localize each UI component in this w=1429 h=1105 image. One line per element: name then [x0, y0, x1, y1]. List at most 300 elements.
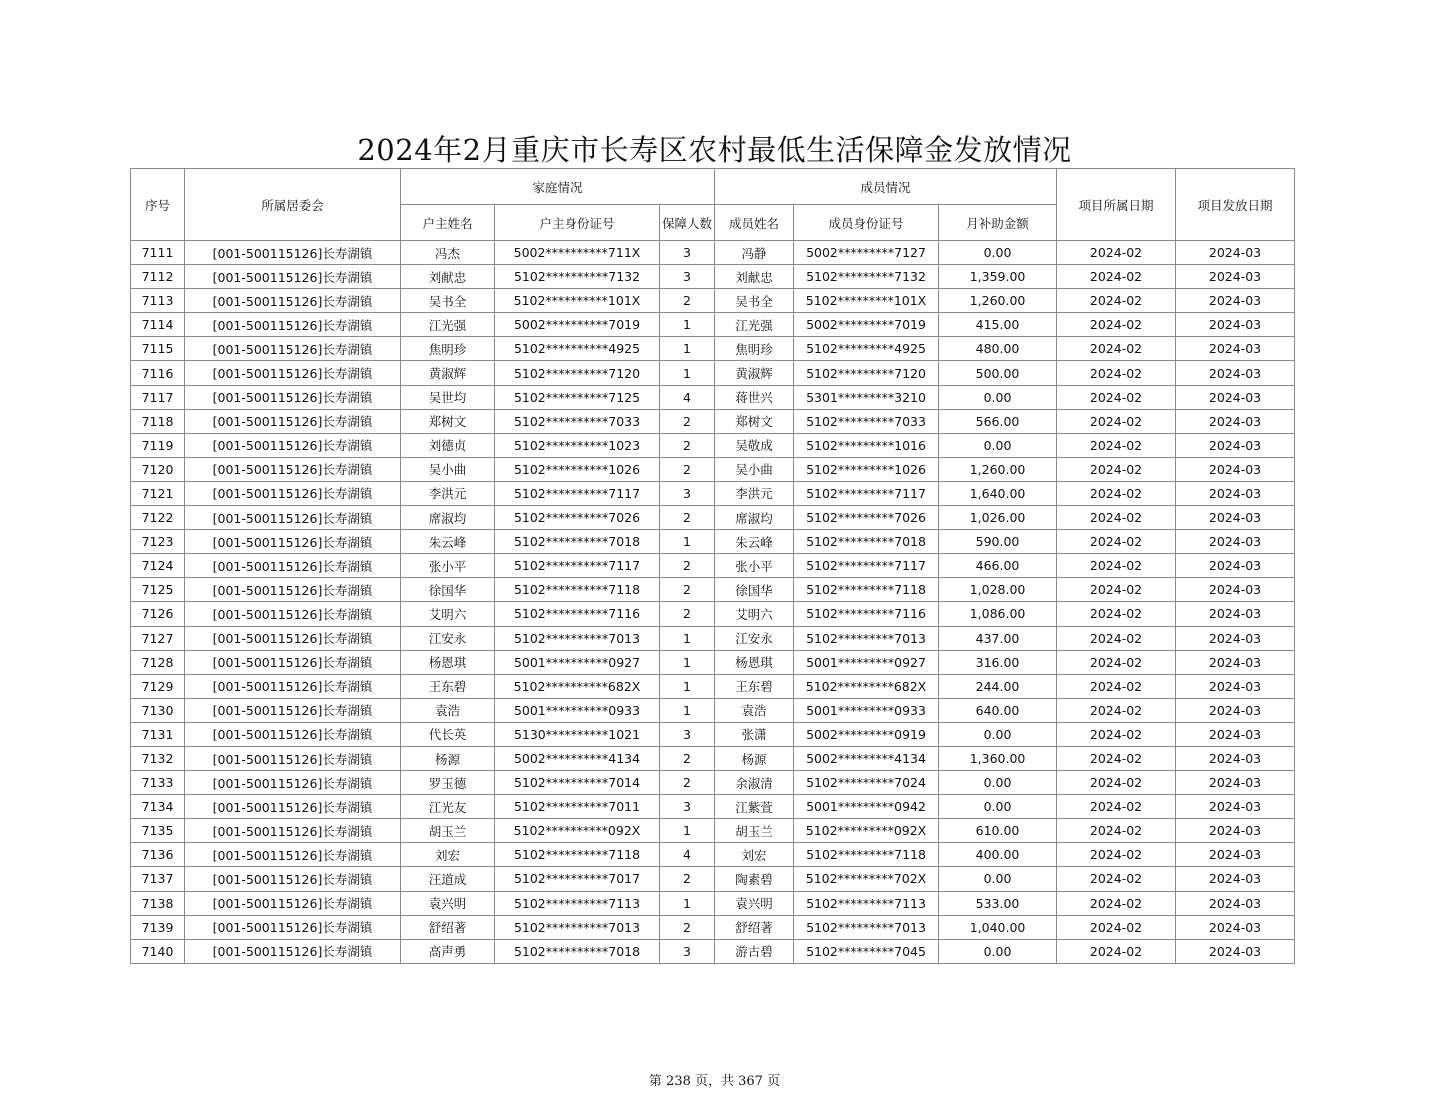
table-row [131, 939, 1295, 963]
header-member-id: 成员身份证号 [794, 205, 939, 241]
table-row [131, 674, 1295, 698]
cell-issue-date: 2024-03 [1176, 289, 1295, 313]
cell-project-date: 2024-02 [1057, 795, 1176, 819]
cell-project-date: 2024-02 [1057, 337, 1176, 361]
cell-head-id: 5102**********7011 [495, 795, 660, 819]
cell-member-id: 5102*********7033 [794, 409, 939, 433]
cell-committee: [001-500115126]长寿湖镇 [185, 385, 401, 409]
cell-member-name: 张小平 [715, 554, 794, 578]
page-title: 2024年2月重庆市长寿区农村最低生活保障金发放情况 [357, 133, 1072, 167]
cell-project-date: 2024-02 [1057, 313, 1176, 337]
cell-member-id: 5102*********682X [794, 674, 939, 698]
cell-head-id: 5002**********4134 [495, 746, 660, 770]
cell-project-date: 2024-02 [1057, 457, 1176, 481]
cell-count: 4 [660, 385, 715, 409]
cell-committee: [001-500115126]长寿湖镇 [185, 795, 401, 819]
header-amount: 月补助金额 [939, 205, 1057, 241]
cell-amount: 415.00 [939, 313, 1057, 337]
cell-member-name: 刘献忠 [715, 265, 794, 289]
cell-member-name: 王东碧 [715, 674, 794, 698]
header-seq: 序号 [131, 169, 185, 241]
cell-committee: [001-500115126]长寿湖镇 [185, 361, 401, 385]
page-footer: 第 238 页，共 367 页 [648, 1074, 781, 1089]
cell-count: 2 [660, 289, 715, 313]
cell-project-date: 2024-02 [1057, 385, 1176, 409]
header-head-id: 户主身份证号 [495, 205, 660, 241]
cell-issue-date: 2024-03 [1176, 481, 1295, 505]
cell-member-name: 杨恩琪 [715, 650, 794, 674]
header-committee: 所属居委会 [185, 169, 401, 241]
cell-count: 2 [660, 746, 715, 770]
cell-head-id: 5102**********7018 [495, 939, 660, 963]
cell-head-id: 5102**********1023 [495, 433, 660, 457]
cell-member-name: 吴小曲 [715, 457, 794, 481]
cell-seq: 7136 [131, 843, 185, 867]
cell-committee: [001-500115126]长寿湖镇 [185, 939, 401, 963]
cell-head-name: 朱云峰 [401, 530, 495, 554]
cell-amount: 480.00 [939, 337, 1057, 361]
cell-head-name: 江光友 [401, 795, 495, 819]
cell-committee: [001-500115126]长寿湖镇 [185, 674, 401, 698]
cell-count: 3 [660, 939, 715, 963]
cell-issue-date: 2024-03 [1176, 891, 1295, 915]
cell-project-date: 2024-02 [1057, 578, 1176, 602]
cell-amount: 466.00 [939, 554, 1057, 578]
table-row [131, 698, 1295, 722]
cell-count: 4 [660, 843, 715, 867]
cell-amount: 1,360.00 [939, 746, 1057, 770]
cell-committee: [001-500115126]长寿湖镇 [185, 433, 401, 457]
table-row [131, 313, 1295, 337]
cell-project-date: 2024-02 [1057, 554, 1176, 578]
cell-committee: [001-500115126]长寿湖镇 [185, 891, 401, 915]
cell-count: 1 [660, 674, 715, 698]
cell-member-id: 5102*********7013 [794, 915, 939, 939]
cell-seq: 7134 [131, 795, 185, 819]
cell-count: 1 [660, 361, 715, 385]
cell-count: 2 [660, 506, 715, 530]
cell-head-name: 徐国华 [401, 578, 495, 602]
cell-amount: 0.00 [939, 867, 1057, 891]
cell-head-name: 李洪元 [401, 481, 495, 505]
cell-issue-date: 2024-03 [1176, 867, 1295, 891]
cell-amount: 0.00 [939, 433, 1057, 457]
cell-member-name: 黄淑辉 [715, 361, 794, 385]
cell-member-name: 胡玉兰 [715, 819, 794, 843]
cell-head-name: 焦明珍 [401, 337, 495, 361]
cell-issue-date: 2024-03 [1176, 795, 1295, 819]
cell-project-date: 2024-02 [1057, 843, 1176, 867]
cell-count: 3 [660, 481, 715, 505]
cell-count: 3 [660, 795, 715, 819]
cell-project-date: 2024-02 [1057, 867, 1176, 891]
cell-committee: [001-500115126]长寿湖镇 [185, 481, 401, 505]
cell-head-name: 王东碧 [401, 674, 495, 698]
cell-issue-date: 2024-03 [1176, 457, 1295, 481]
cell-head-id: 5102**********7125 [495, 385, 660, 409]
cell-seq: 7128 [131, 650, 185, 674]
cell-member-id: 5102*********4925 [794, 337, 939, 361]
cell-amount: 590.00 [939, 530, 1057, 554]
cell-member-name: 刘宏 [715, 843, 794, 867]
table-body [131, 241, 1295, 964]
cell-amount: 0.00 [939, 722, 1057, 746]
cell-head-id: 5102**********7116 [495, 602, 660, 626]
table-row [131, 506, 1295, 530]
cell-count: 2 [660, 554, 715, 578]
cell-count: 3 [660, 265, 715, 289]
cell-committee: [001-500115126]长寿湖镇 [185, 457, 401, 481]
cell-seq: 7114 [131, 313, 185, 337]
cell-head-id: 5102**********1026 [495, 457, 660, 481]
cell-seq: 7121 [131, 481, 185, 505]
cell-committee: [001-500115126]长寿湖镇 [185, 771, 401, 795]
cell-head-name: 冯杰 [401, 241, 495, 265]
cell-count: 1 [660, 698, 715, 722]
cell-head-id: 5130**********1021 [495, 722, 660, 746]
table-row [131, 361, 1295, 385]
cell-head-id: 5102**********7026 [495, 506, 660, 530]
cell-member-name: 朱云峰 [715, 530, 794, 554]
cell-head-name: 张小平 [401, 554, 495, 578]
cell-head-id: 5102**********7118 [495, 843, 660, 867]
cell-member-id: 5102*********7132 [794, 265, 939, 289]
cell-member-name: 陶素碧 [715, 867, 794, 891]
cell-member-name: 蒋世兴 [715, 385, 794, 409]
cell-amount: 437.00 [939, 626, 1057, 650]
cell-issue-date: 2024-03 [1176, 409, 1295, 433]
cell-project-date: 2024-02 [1057, 698, 1176, 722]
cell-member-name: 江安永 [715, 626, 794, 650]
cell-head-id: 5001**********0927 [495, 650, 660, 674]
table-row [131, 241, 1295, 265]
cell-issue-date: 2024-03 [1176, 313, 1295, 337]
cell-head-name: 吴世均 [401, 385, 495, 409]
cell-count: 2 [660, 915, 715, 939]
table-row [131, 650, 1295, 674]
cell-head-id: 5102**********7118 [495, 578, 660, 602]
cell-committee: [001-500115126]长寿湖镇 [185, 626, 401, 650]
cell-amount: 1,040.00 [939, 915, 1057, 939]
cell-count: 3 [660, 241, 715, 265]
cell-member-id: 5102*********7117 [794, 481, 939, 505]
cell-count: 1 [660, 530, 715, 554]
cell-committee: [001-500115126]长寿湖镇 [185, 337, 401, 361]
header-issue-date: 项目发放日期 [1176, 169, 1295, 241]
cell-member-id: 5102*********7018 [794, 530, 939, 554]
cell-count: 3 [660, 722, 715, 746]
cell-committee: [001-500115126]长寿湖镇 [185, 265, 401, 289]
cell-issue-date: 2024-03 [1176, 337, 1295, 361]
cell-member-id: 5001*********0927 [794, 650, 939, 674]
cell-count: 1 [660, 650, 715, 674]
cell-project-date: 2024-02 [1057, 602, 1176, 626]
cell-count: 1 [660, 626, 715, 650]
cell-amount: 1,359.00 [939, 265, 1057, 289]
cell-member-name: 张潇 [715, 722, 794, 746]
cell-count: 1 [660, 337, 715, 361]
cell-committee: [001-500115126]长寿湖镇 [185, 313, 401, 337]
cell-head-name: 刘献忠 [401, 265, 495, 289]
cell-seq: 7130 [131, 698, 185, 722]
cell-head-name: 袁浩 [401, 698, 495, 722]
cell-count: 2 [660, 433, 715, 457]
cell-member-id: 5102*********101X [794, 289, 939, 313]
cell-head-name: 刘宏 [401, 843, 495, 867]
cell-amount: 566.00 [939, 409, 1057, 433]
cell-seq: 7117 [131, 385, 185, 409]
cell-amount: 1,640.00 [939, 481, 1057, 505]
table-row [131, 409, 1295, 433]
cell-member-name: 李洪元 [715, 481, 794, 505]
cell-head-name: 袁兴明 [401, 891, 495, 915]
cell-count: 2 [660, 578, 715, 602]
cell-head-id: 5001**********0933 [495, 698, 660, 722]
table-row [131, 289, 1295, 313]
cell-member-id: 5002*********7019 [794, 313, 939, 337]
table-row [131, 626, 1295, 650]
cell-issue-date: 2024-03 [1176, 771, 1295, 795]
cell-count: 2 [660, 602, 715, 626]
cell-count: 2 [660, 457, 715, 481]
cell-head-id: 5102**********7113 [495, 891, 660, 915]
cell-head-name: 杨源 [401, 746, 495, 770]
cell-seq: 7133 [131, 771, 185, 795]
cell-head-name: 胡玉兰 [401, 819, 495, 843]
cell-member-name: 冯静 [715, 241, 794, 265]
cell-committee: [001-500115126]长寿湖镇 [185, 241, 401, 265]
cell-seq: 7116 [131, 361, 185, 385]
cell-head-name: 罗玉德 [401, 771, 495, 795]
cell-amount: 244.00 [939, 674, 1057, 698]
table-row [131, 530, 1295, 554]
table-row [131, 891, 1295, 915]
cell-head-name: 吴书全 [401, 289, 495, 313]
table-row [131, 578, 1295, 602]
cell-seq: 7118 [131, 409, 185, 433]
cell-head-id: 5102**********7132 [495, 265, 660, 289]
cell-project-date: 2024-02 [1057, 891, 1176, 915]
table-row [131, 265, 1295, 289]
cell-seq: 7140 [131, 939, 185, 963]
cell-head-id: 5102**********682X [495, 674, 660, 698]
cell-project-date: 2024-02 [1057, 241, 1176, 265]
cell-issue-date: 2024-03 [1176, 650, 1295, 674]
cell-member-id: 5102*********7013 [794, 626, 939, 650]
cell-project-date: 2024-02 [1057, 506, 1176, 530]
cell-member-name: 艾明六 [715, 602, 794, 626]
cell-issue-date: 2024-03 [1176, 241, 1295, 265]
cell-seq: 7113 [131, 289, 185, 313]
cell-committee: [001-500115126]长寿湖镇 [185, 530, 401, 554]
cell-issue-date: 2024-03 [1176, 265, 1295, 289]
cell-amount: 500.00 [939, 361, 1057, 385]
table-row [131, 915, 1295, 939]
cell-head-name: 郑树文 [401, 409, 495, 433]
cell-project-date: 2024-02 [1057, 650, 1176, 674]
cell-head-name: 吴小曲 [401, 457, 495, 481]
cell-count: 1 [660, 313, 715, 337]
cell-committee: [001-500115126]长寿湖镇 [185, 843, 401, 867]
cell-seq: 7111 [131, 241, 185, 265]
table-row [131, 867, 1295, 891]
table-row [131, 433, 1295, 457]
cell-amount: 0.00 [939, 385, 1057, 409]
cell-amount: 1,028.00 [939, 578, 1057, 602]
cell-amount: 0.00 [939, 771, 1057, 795]
cell-seq: 7120 [131, 457, 185, 481]
cell-committee: [001-500115126]长寿湖镇 [185, 746, 401, 770]
cell-head-name: 刘德贞 [401, 433, 495, 457]
cell-member-name: 余淑清 [715, 771, 794, 795]
table-row [131, 819, 1295, 843]
cell-member-id: 5102*********1026 [794, 457, 939, 481]
cell-head-id: 5102**********7117 [495, 554, 660, 578]
cell-head-name: 汪道成 [401, 867, 495, 891]
cell-head-name: 江安永 [401, 626, 495, 650]
cell-member-name: 郑树文 [715, 409, 794, 433]
cell-member-id: 5102*********702X [794, 867, 939, 891]
cell-member-name: 袁兴明 [715, 891, 794, 915]
cell-member-id: 5102*********7116 [794, 602, 939, 626]
cell-head-id: 5102**********4925 [495, 337, 660, 361]
cell-seq: 7112 [131, 265, 185, 289]
cell-project-date: 2024-02 [1057, 626, 1176, 650]
cell-seq: 7126 [131, 602, 185, 626]
cell-project-date: 2024-02 [1057, 433, 1176, 457]
cell-project-date: 2024-02 [1057, 265, 1176, 289]
cell-head-name: 代长英 [401, 722, 495, 746]
cell-head-id: 5002**********7019 [495, 313, 660, 337]
cell-committee: [001-500115126]长寿湖镇 [185, 506, 401, 530]
cell-amount: 0.00 [939, 241, 1057, 265]
table-row [131, 457, 1295, 481]
table-row [131, 337, 1295, 361]
table-row [131, 843, 1295, 867]
cell-member-id: 5001*********0942 [794, 795, 939, 819]
cell-member-name: 江紫萱 [715, 795, 794, 819]
cell-issue-date: 2024-03 [1176, 746, 1295, 770]
cell-member-id: 5102*********7026 [794, 506, 939, 530]
header-member-group: 成员情况 [715, 169, 1057, 205]
cell-project-date: 2024-02 [1057, 722, 1176, 746]
cell-member-name: 杨源 [715, 746, 794, 770]
cell-committee: [001-500115126]长寿湖镇 [185, 650, 401, 674]
cell-head-id: 5102**********7017 [495, 867, 660, 891]
cell-project-date: 2024-02 [1057, 530, 1176, 554]
table-row [131, 795, 1295, 819]
cell-committee: [001-500115126]长寿湖镇 [185, 578, 401, 602]
cell-issue-date: 2024-03 [1176, 530, 1295, 554]
cell-committee: [001-500115126]长寿湖镇 [185, 867, 401, 891]
cell-amount: 1,260.00 [939, 457, 1057, 481]
table-row [131, 771, 1295, 795]
cell-issue-date: 2024-03 [1176, 578, 1295, 602]
cell-member-name: 席淑均 [715, 506, 794, 530]
cell-head-id: 5002**********711X [495, 241, 660, 265]
cell-issue-date: 2024-03 [1176, 674, 1295, 698]
cell-head-id: 5102**********7014 [495, 771, 660, 795]
cell-project-date: 2024-02 [1057, 771, 1176, 795]
cell-member-name: 江光强 [715, 313, 794, 337]
cell-head-id: 5102**********7120 [495, 361, 660, 385]
cell-member-name: 吴书全 [715, 289, 794, 313]
cell-seq: 7122 [131, 506, 185, 530]
cell-member-id: 5102*********7045 [794, 939, 939, 963]
cell-count: 1 [660, 891, 715, 915]
cell-seq: 7115 [131, 337, 185, 361]
cell-seq: 7119 [131, 433, 185, 457]
cell-head-name: 黄淑辉 [401, 361, 495, 385]
cell-issue-date: 2024-03 [1176, 698, 1295, 722]
cell-member-name: 袁浩 [715, 698, 794, 722]
relief-table [130, 168, 1295, 964]
cell-seq: 7129 [131, 674, 185, 698]
cell-head-id: 5102**********7033 [495, 409, 660, 433]
table-row [131, 746, 1295, 770]
cell-member-id: 5102*********7113 [794, 891, 939, 915]
cell-seq: 7124 [131, 554, 185, 578]
cell-member-id: 5102*********7117 [794, 554, 939, 578]
cell-member-id: 5002*********0919 [794, 722, 939, 746]
table-row [131, 385, 1295, 409]
cell-issue-date: 2024-03 [1176, 554, 1295, 578]
cell-member-id: 5002*********7127 [794, 241, 939, 265]
cell-amount: 1,026.00 [939, 506, 1057, 530]
cell-head-name: 席淑均 [401, 506, 495, 530]
cell-head-name: 杨恩琪 [401, 650, 495, 674]
cell-amount: 610.00 [939, 819, 1057, 843]
cell-seq: 7123 [131, 530, 185, 554]
cell-amount: 0.00 [939, 939, 1057, 963]
table-row [131, 602, 1295, 626]
cell-committee: [001-500115126]长寿湖镇 [185, 915, 401, 939]
header-head-name: 户主姓名 [401, 205, 495, 241]
cell-project-date: 2024-02 [1057, 481, 1176, 505]
cell-member-id: 5102*********7118 [794, 843, 939, 867]
cell-issue-date: 2024-03 [1176, 843, 1295, 867]
cell-seq: 7131 [131, 722, 185, 746]
cell-head-id: 5102**********7013 [495, 915, 660, 939]
cell-member-name: 焦明珍 [715, 337, 794, 361]
cell-amount: 0.00 [939, 795, 1057, 819]
cell-seq: 7132 [131, 746, 185, 770]
cell-project-date: 2024-02 [1057, 409, 1176, 433]
cell-member-id: 5002*********4134 [794, 746, 939, 770]
cell-committee: [001-500115126]长寿湖镇 [185, 819, 401, 843]
header-family-group: 家庭情况 [401, 169, 715, 205]
cell-project-date: 2024-02 [1057, 674, 1176, 698]
cell-seq: 7135 [131, 819, 185, 843]
cell-member-id: 5102*********1016 [794, 433, 939, 457]
cell-member-id: 5102*********7118 [794, 578, 939, 602]
cell-project-date: 2024-02 [1057, 939, 1176, 963]
cell-amount: 533.00 [939, 891, 1057, 915]
cell-head-id: 5102**********101X [495, 289, 660, 313]
cell-issue-date: 2024-03 [1176, 939, 1295, 963]
cell-seq: 7139 [131, 915, 185, 939]
cell-project-date: 2024-02 [1057, 746, 1176, 770]
cell-head-id: 5102**********7018 [495, 530, 660, 554]
cell-committee: [001-500115126]长寿湖镇 [185, 722, 401, 746]
cell-head-name: 艾明六 [401, 602, 495, 626]
cell-project-date: 2024-02 [1057, 361, 1176, 385]
cell-issue-date: 2024-03 [1176, 915, 1295, 939]
cell-head-name: 江光强 [401, 313, 495, 337]
cell-committee: [001-500115126]长寿湖镇 [185, 289, 401, 313]
cell-member-id: 5102*********092X [794, 819, 939, 843]
cell-issue-date: 2024-03 [1176, 626, 1295, 650]
